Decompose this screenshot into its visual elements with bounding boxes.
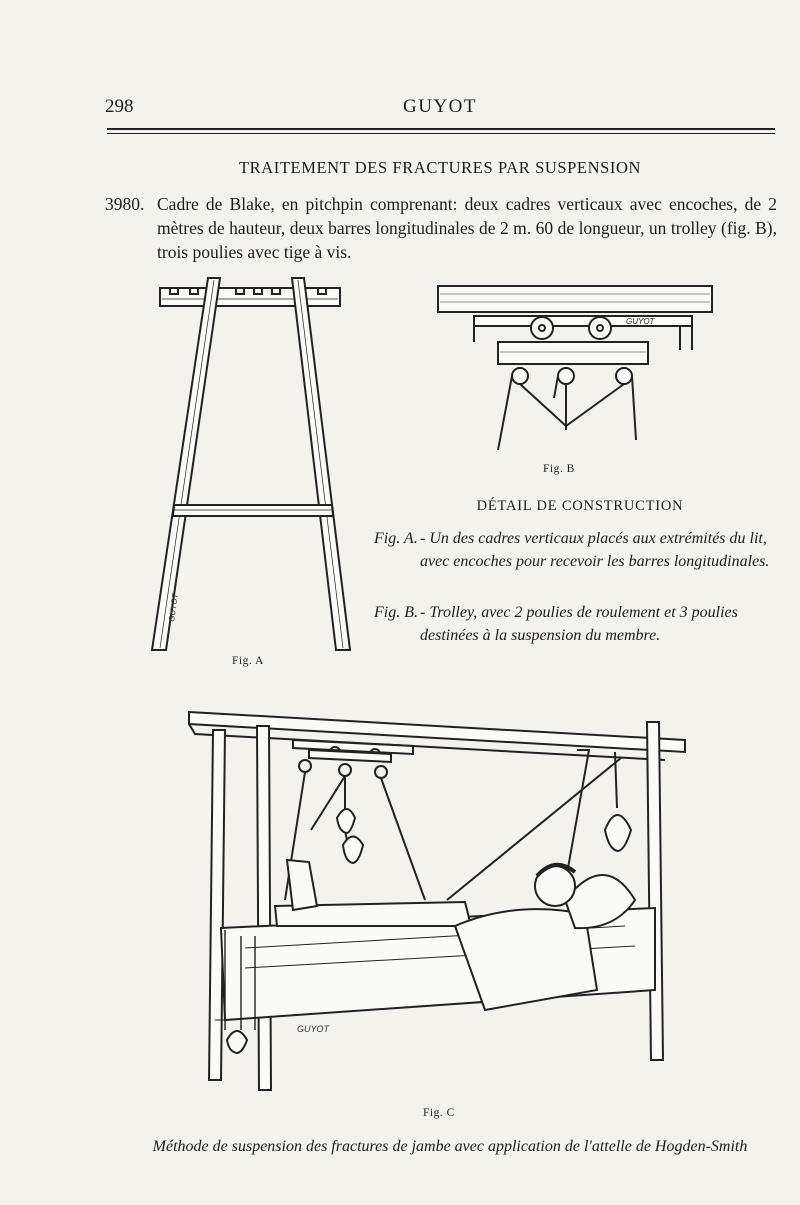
- figure-c-caption: Fig. C: [423, 1107, 455, 1119]
- header-rule-thin: [107, 133, 775, 134]
- figure-a-stamp: GUYOT: [167, 592, 180, 623]
- figure-a-illustration: [140, 270, 360, 660]
- figure-c-illustration: [185, 700, 695, 1100]
- figure-b-illustration: [430, 280, 720, 460]
- section-title: TRAITEMENT DES FRACTURES PAR SUSPENSION: [238, 158, 642, 177]
- page-number: 298: [105, 96, 134, 117]
- figure-a-description: [374, 528, 776, 573]
- figure-a-caption: Fig. A: [232, 655, 264, 667]
- catalog-item: [105, 192, 777, 264]
- bottom-caption: Méthode de suspension des fractures de jambe avec application de l'attelle de Hogden-Smith: [152, 1138, 748, 1155]
- figure-b-caption: Fig. B: [543, 463, 575, 475]
- detail-title: DÉTAIL DE CONSTRUCTION: [476, 498, 684, 514]
- item-number: 3980.: [105, 194, 145, 214]
- figure-a-text: - Un des cadres verticaux placés aux extrémités du lit, avec encoches pour recevoir les barres longitudinales.: [420, 530, 770, 570]
- page-header: [105, 96, 775, 126]
- header-rule: [107, 128, 775, 130]
- figure-b-stamp: GUYOT: [626, 317, 655, 326]
- figure-c-stamp: GUYOT: [297, 1024, 330, 1034]
- running-title: GUYOT: [403, 96, 477, 117]
- figure-b-text: - Trolley, avec 2 poulies de roulement et 3 poulies destinées à la suspension du membre.: [420, 604, 738, 644]
- figure-a-label: Fig. A.: [374, 530, 418, 547]
- figure-b-description: [374, 602, 776, 647]
- figure-b-label: Fig. B.: [374, 604, 418, 621]
- item-description: Cadre de Blake, en pitchpin comprenant: deux cadres verticaux avec encoches, de 2 mètres de hauteur, deux barres longitudinales de 2 m. 60 de longueur, un trolley (fig. B), trois poulies avec tige à vis.: [157, 194, 777, 262]
